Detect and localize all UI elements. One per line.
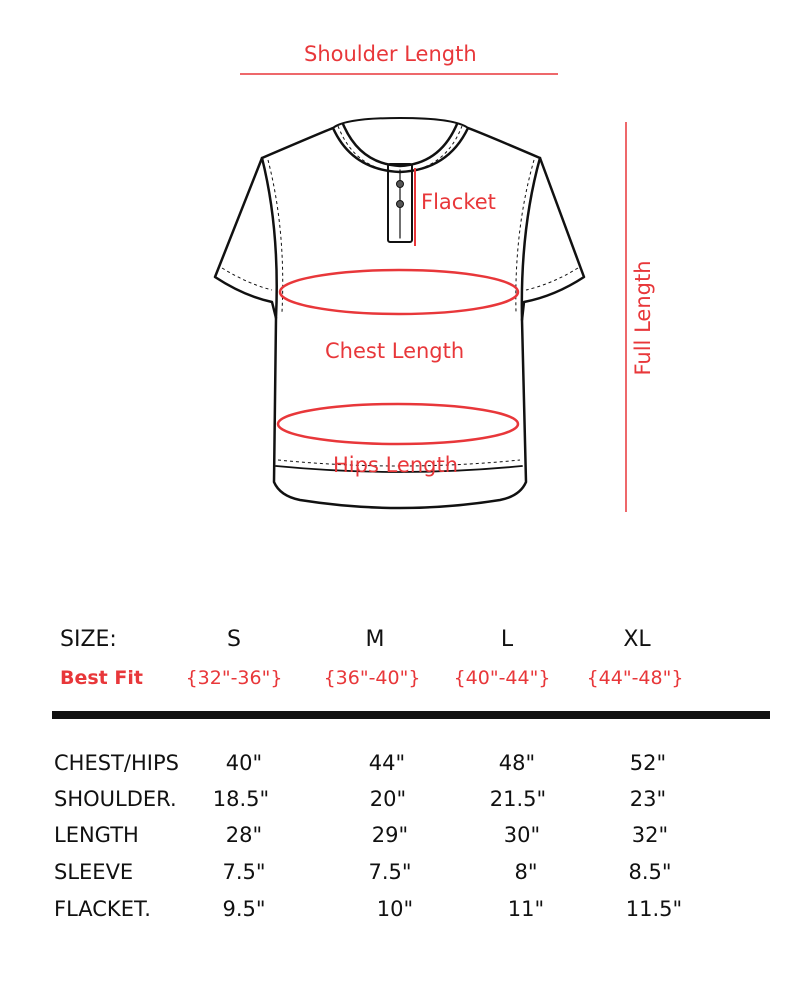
value-cell: 40" <box>225 751 263 775</box>
flacket-label: Flacket <box>421 190 496 214</box>
value-cell: 8" <box>514 860 538 884</box>
size-s: S <box>227 627 241 652</box>
table-divider <box>52 711 770 719</box>
value-cell: 10" <box>376 897 414 921</box>
placket-button-icon <box>397 201 404 208</box>
row-label-flacket: FLACKET. <box>54 897 151 921</box>
size-m: M <box>365 627 385 652</box>
best-fit-xl: {44"-48"} <box>586 667 684 689</box>
size-header-label: SIZE: <box>60 627 117 652</box>
size-xl: XL <box>623 627 651 652</box>
value-cell: 52" <box>629 751 667 775</box>
value-cell: 18.5" <box>212 787 270 811</box>
value-cell: 28" <box>225 823 263 847</box>
value-cell: 21.5" <box>489 787 547 811</box>
size-l: L <box>500 627 514 652</box>
value-cell: 11.5" <box>625 897 683 921</box>
value-cell: 8.5" <box>628 860 672 884</box>
value-cell: 7.5" <box>368 860 412 884</box>
value-cell: 11" <box>507 897 545 921</box>
row-label-sleeve: SLEEVE <box>54 860 134 884</box>
value-cell: 44" <box>368 751 406 775</box>
hips-ellipse <box>278 404 518 444</box>
value-cell: 9.5" <box>222 897 266 921</box>
best-fit-l: {40"-44"} <box>453 667 551 689</box>
value-cell: 7.5" <box>222 860 266 884</box>
row-label-length: LENGTH <box>54 823 139 847</box>
placket-button-icon <box>397 181 404 188</box>
best-fit-m: {36"-40"} <box>323 667 421 689</box>
row-label-chest-hips: CHEST/HIPS <box>54 751 179 775</box>
best-fit-label: Best Fit <box>60 667 143 689</box>
row-label-shoulder: SHOULDER. <box>54 787 177 811</box>
value-cell: 48" <box>498 751 536 775</box>
value-cell: 23" <box>629 787 667 811</box>
chest-length-label: Chest Length <box>325 339 465 363</box>
value-cell: 32" <box>631 823 669 847</box>
hips-length-label: Hips Length <box>333 453 459 477</box>
value-cell: 30" <box>503 823 541 847</box>
chest-ellipse <box>280 270 518 314</box>
shoulder-length-label: Shoulder Length <box>304 42 477 66</box>
best-fit-s: {32"-36"} <box>185 667 283 689</box>
value-cell: 20" <box>369 787 407 811</box>
value-cell: 29" <box>371 823 409 847</box>
full-length-label: Full Length <box>631 260 655 376</box>
